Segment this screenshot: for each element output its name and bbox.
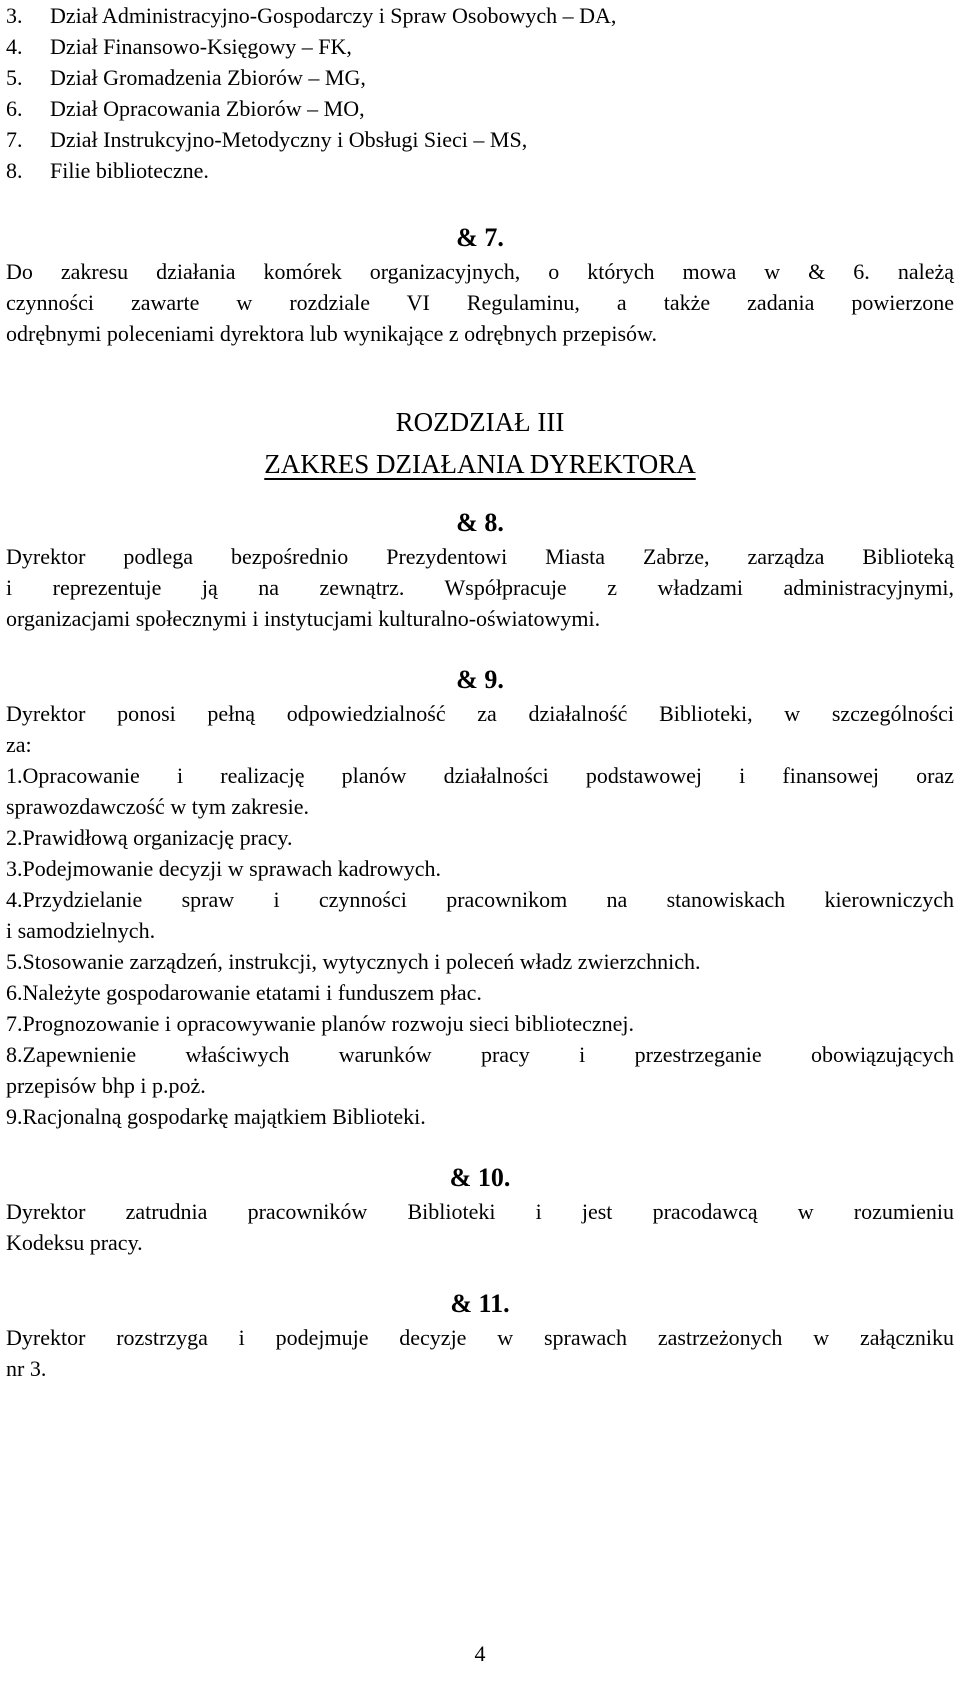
list-text: Dział Administracyjno-Gospodarczy i Spraw Osobowych – DA, xyxy=(50,3,617,28)
section-9-item: 2.Prawidłową organizację pracy. xyxy=(6,825,293,850)
section-11-line: Dyrektor rozstrzyga i podejmuje decyzje w sprawach zastrzeżonych w załączniku xyxy=(6,1325,954,1350)
list-number: 3. xyxy=(6,3,23,28)
section-11-heading: & 11. xyxy=(450,1289,510,1318)
list-text: Filie biblioteczne. xyxy=(50,158,209,183)
section-7-line: czynności zawarte w rozdziale VI Regulaminu, a także zadania powierzone xyxy=(6,290,954,315)
section-9-item: 5.Stosowanie zarządzeń, instrukcji, wytycznych i poleceń władz zwierzchnich. xyxy=(6,949,701,974)
chapter-title: ROZDZIAŁ III xyxy=(395,407,565,437)
chapter-subtitle: ZAKRES DZIAŁANIA DYREKTORA xyxy=(264,449,696,479)
section-9-item: 3.Podejmowanie decyzji w sprawach kadrowych. xyxy=(6,856,441,881)
list-item xyxy=(6,62,954,93)
list-number: 7. xyxy=(6,127,23,152)
list-item xyxy=(6,124,954,155)
section-8-heading: & 8. xyxy=(456,508,504,537)
list-text: Dział Gromadzenia Zbiorów – MG, xyxy=(50,65,366,90)
section-8-line: organizacjami społecznymi i instytucjami kulturalno-oświatowymi. xyxy=(6,606,601,631)
list-text: Dział Finansowo-Księgowy – FK, xyxy=(50,34,352,59)
list-number: 5. xyxy=(6,65,23,90)
section-9-heading: & 9. xyxy=(456,665,504,694)
section-9-item: 6.Należyte gospodarowanie etatami i funduszem płac. xyxy=(6,980,482,1005)
section-8-line: i reprezentuje ją na zewnątrz. Współpracuje z władzami administracyjnymi, xyxy=(6,575,954,600)
list-number: 4. xyxy=(6,34,23,59)
section-7-line: Do zakresu działania komórek organizacyjnych, o których mowa w & 6. należą xyxy=(6,259,954,284)
document-page xyxy=(6,0,954,1384)
section-7-heading: & 7. xyxy=(456,223,504,252)
section-10-line: Kodeksu pracy. xyxy=(6,1230,143,1255)
section-9-item: 9.Racjonalną gospodarkę majątkiem Biblioteki. xyxy=(6,1104,426,1129)
section-9-item: 1.Opracowanie i realizację planów działalności podstawowej i finansowej oraz xyxy=(6,763,954,788)
section-9-item: 4.Przydzielanie spraw i czynności pracownikom na stanowiskach kierowniczych xyxy=(6,887,954,912)
section-8-line: Dyrektor podlega bezpośrednio Prezydentowi Miasta Zabrze, zarządza Biblioteką xyxy=(6,544,954,569)
list-text: Dział Opracowania Zbiorów – MO, xyxy=(50,96,365,121)
list-number: 6. xyxy=(6,96,23,121)
page-number: 4 xyxy=(474,1641,486,1666)
list-item xyxy=(6,155,954,186)
departments-list xyxy=(6,0,954,186)
section-7-line: odrębnymi poleceniami dyrektora lub wynikające z odrębnych przepisów. xyxy=(6,321,658,346)
section-9-intro-line: Dyrektor ponosi pełną odpowiedzialność za działalność Biblioteki, w szczególności xyxy=(6,701,954,726)
list-item xyxy=(6,93,954,124)
section-9-item: przepisów bhp i p.poż. xyxy=(6,1073,206,1098)
list-item xyxy=(6,31,954,62)
section-11-line: nr 3. xyxy=(6,1356,47,1381)
list-number: 8. xyxy=(6,158,23,183)
list-item xyxy=(6,0,954,31)
section-9-intro-line: za: xyxy=(6,732,32,757)
section-10-heading: & 10. xyxy=(449,1163,511,1192)
list-text: Dział Instrukcyjno-Metodyczny i Obsługi Sieci – MS, xyxy=(50,127,528,152)
section-9-item: 8.Zapewnienie właściwych warunków pracy i przestrzeganie obowiązujących xyxy=(6,1042,954,1067)
section-10-line: Dyrektor zatrudnia pracowników Biblioteki i jest pracodawcą w rozumieniu xyxy=(6,1199,954,1224)
section-9-item: 7.Prognozowanie i opracowywanie planów rozwoju sieci bibliotecznej. xyxy=(6,1011,635,1036)
section-9-item: i samodzielnych. xyxy=(6,918,156,943)
section-9-item: sprawozdawczość w tym zakresie. xyxy=(6,794,309,819)
